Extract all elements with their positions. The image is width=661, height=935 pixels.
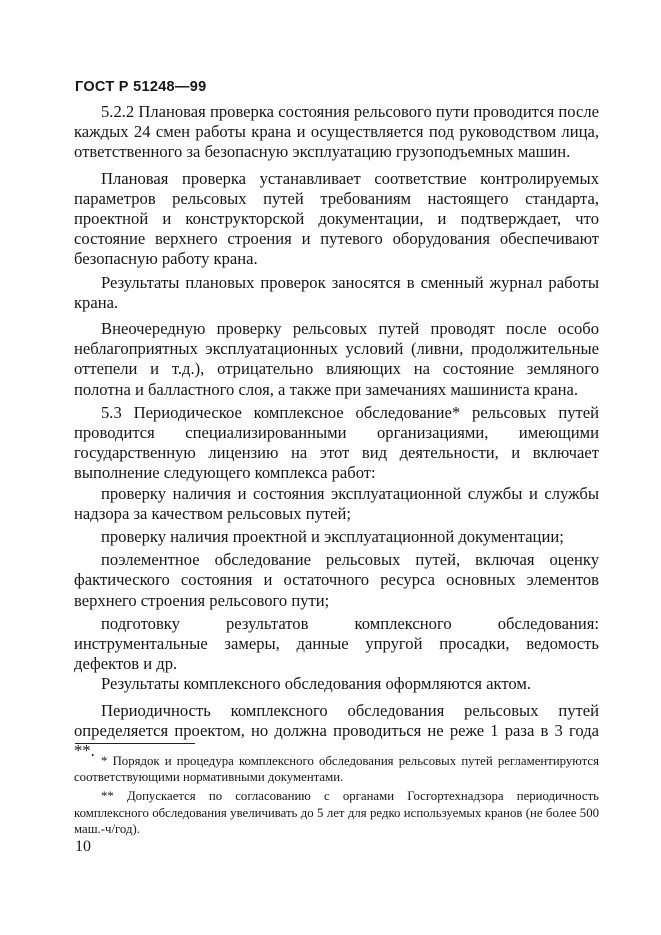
paragraph-periodicity: Периодичность комплексного обследования рельсовых путей определяется проектом, но должна проводиться не реже 1 раза в 3 года **. (74, 700, 599, 761)
list-item-results-preparation: подготовку результатов комплексного обследования: инструментальные замеры, данные упругой просадки, ведомость дефектов и др. (74, 613, 599, 674)
paragraph-5-3: 5.3 Периодическое комплексное обследование* рельсовых путей проводится специализированными организациями, имеющими государственную лицензию на этот вид деятельности, и включает выполнение следующего комплекса работ: (74, 402, 599, 483)
paragraph-unscheduled-check: Внеочередную проверку рельсовых путей проводят после особо неблагоприятных эксплуатационных условий (ливни, продолжительные оттепели и т.д.), отрицательно влияющих на состояние земляного полотна и балластного слоя, а также при замечаниях машиниста крана. (74, 319, 599, 399)
footnote-1: * Порядок и процедура комплексного обследования рельсовых путей регламентируются соответствующими нормативными документами. (74, 754, 599, 785)
paragraph-planned-check-results: Результаты плановых проверок заносятся в сменный журнал работы крана. (74, 272, 599, 312)
body-text (74, 102, 599, 761)
document-header: ГОСТ Р 51248—99 (75, 79, 207, 95)
paragraph-planned-check-scope: Плановая проверка устанавливает соответствие контролируемых параметров рельсовых путей требованиям настоящего стандарта, проектной и конструкторской документации, и подтверждает, что состояние верхнего строения и путевого оборудования обеспечивают безопасную работу крана. (74, 168, 599, 269)
list-item-element-inspection: поэлементное обследование рельсовых путей, включая оценку фактического состояния и остаточного ресурса основных элементов верхнего строения рельсового пути; (74, 550, 599, 610)
list-item-documentation-check: проверку наличия проектной и эксплуатационной документации; (101, 527, 564, 547)
footnote-divider (75, 743, 195, 744)
paragraph-5-2-2: 5.2.2 Плановая проверка состояния рельсового пути проводится после каждых 24 смен работы крана и осуществляется под руководством лица, ответственного за безопасную эксплуатацию грузоподъемных машин. (74, 102, 599, 162)
paragraph-results-act: Результаты комплексного обследования оформляются актом. (101, 674, 532, 694)
footnotes (74, 753, 599, 837)
list-item-service-check: проверку наличия и состояния эксплуатационной службы и службы надзора за качеством рельсовых путей; (74, 483, 599, 523)
page-number: 10 (75, 838, 91, 855)
footnote-2: ** Допускается по согласованию с органами Госгортехнадзора периодичность комплексного обследования увеличивать до 5 лет для редко используемых кранов (не более 500 маш.-ч/год). (74, 789, 599, 836)
